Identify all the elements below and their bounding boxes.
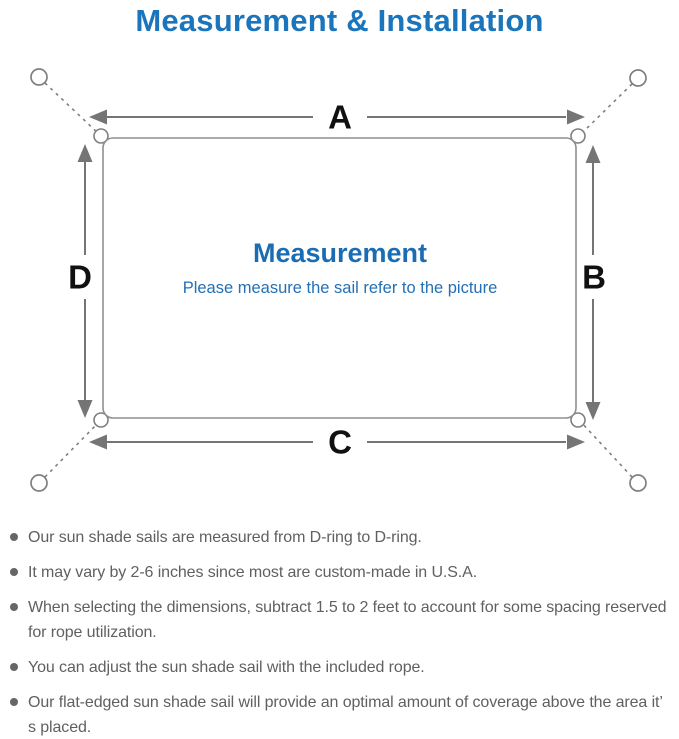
anchor-circle-top-left <box>31 69 47 85</box>
diagram-subheading: Please measure the sail refer to the picture <box>182 279 498 297</box>
dimension-label-a: A <box>328 98 352 136</box>
bullet-icon <box>10 603 18 611</box>
anchor-circle-bottom-left <box>31 475 47 491</box>
note-text: Our flat-edged sun shade sail will provide an optimal amount of coverage above the area it’ s placed. <box>28 694 663 736</box>
arrowhead-a-right-icon <box>567 110 585 125</box>
sail-measurement-diagram <box>0 55 679 505</box>
anchor-circle-bottom-right <box>630 475 646 491</box>
notes-list <box>0 505 679 739</box>
bullet-icon <box>10 698 18 706</box>
list-item <box>10 655 673 680</box>
bullet-icon <box>10 663 18 671</box>
arrowhead-b-up-icon <box>586 145 601 163</box>
diagram-center-text <box>120 238 560 298</box>
dimension-label-d: D <box>68 258 92 296</box>
arrowhead-b-down-icon <box>586 402 601 420</box>
note-text: Our sun shade sails are measured from D-ring to D-ring. <box>28 529 422 546</box>
bullet-icon <box>10 568 18 576</box>
list-item <box>10 690 673 739</box>
dimension-label-b: B <box>582 258 606 296</box>
note-text: You can adjust the sun shade sail with the included rope. <box>28 659 425 676</box>
note-text: It may vary by 2-6 inches since most are custom-made in U.S.A. <box>28 564 478 581</box>
arrowhead-d-down-icon <box>78 400 93 418</box>
arrowhead-c-right-icon <box>567 435 585 450</box>
list-item <box>10 595 673 645</box>
note-text: When selecting the dimensions, subtract 1.5 to 2 feet to account for some spacing reserved for rope utilization. <box>28 599 667 641</box>
tether-bottom-left <box>45 421 100 477</box>
page-title: Measurement & Installation <box>135 3 544 38</box>
list-item <box>10 525 673 550</box>
arrowhead-d-up-icon <box>78 144 93 162</box>
bullet-icon <box>10 533 18 541</box>
anchor-circle-top-right <box>630 70 646 86</box>
diagram-heading: Measurement <box>252 238 428 268</box>
tether-top-right <box>580 84 632 135</box>
arrowhead-c-left-icon <box>89 435 107 450</box>
tether-bottom-right <box>580 421 632 477</box>
list-item <box>10 560 673 585</box>
arrowhead-a-left-icon <box>89 110 107 125</box>
dimension-label-c: C <box>328 423 352 461</box>
tether-top-left <box>45 83 100 135</box>
